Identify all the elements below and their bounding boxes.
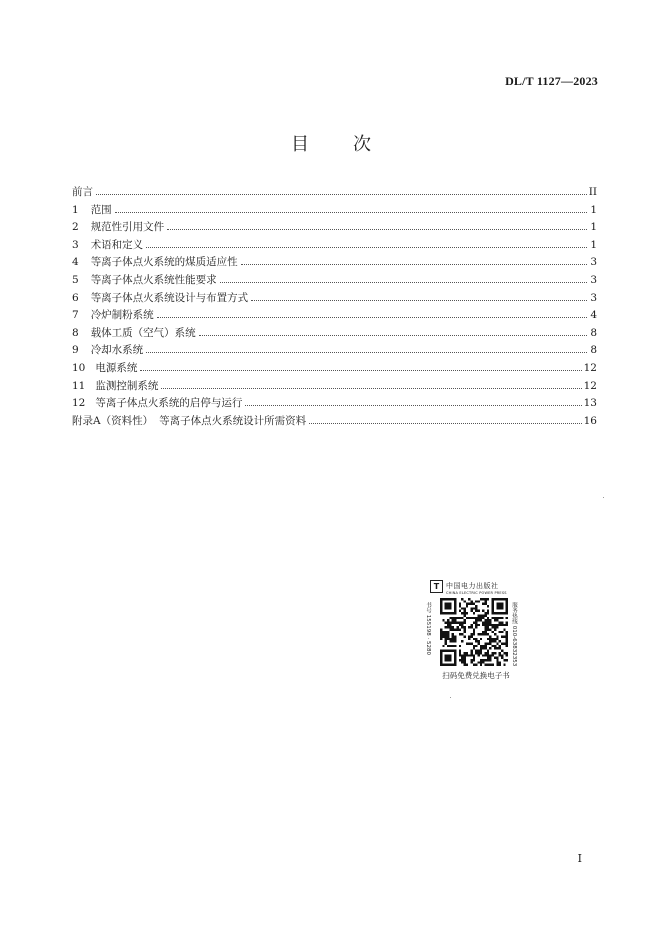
qr-promo (425, 578, 520, 681)
toc-entry-number: 7 (72, 309, 79, 322)
toc-entry[interactable] (72, 290, 597, 308)
toc-entry-label: 冷炉制粉系统 (90, 309, 154, 322)
standard-code: DL/T 1127—2023 (505, 74, 598, 88)
scan-speck (603, 497, 604, 498)
toc-entry-page: 3 (590, 273, 597, 286)
toc-entry[interactable] (72, 184, 597, 202)
toc-leader-dots (115, 212, 587, 213)
toc-entry-label: 等离子体点火系统设计所需资料 (159, 414, 307, 427)
title-char-2: 次 (353, 134, 371, 155)
toc-entry-number: 2 (72, 221, 79, 234)
toc-entry-page: 12 (583, 379, 597, 392)
toc-entry[interactable] (72, 413, 597, 431)
toc-leader-dots (245, 405, 581, 406)
toc-entry-title (72, 184, 93, 202)
toc-entry-page: 12 (583, 361, 597, 374)
toc-entry-title (72, 237, 143, 255)
service-hotline: 服务热线 010-63832353 (511, 602, 517, 667)
publisher-name: 中国电力出版社 (446, 582, 499, 590)
toc-entry-page: 8 (590, 326, 597, 339)
toc-leader-dots (146, 247, 587, 248)
toc-entry-number: 10 (72, 361, 86, 374)
toc-entry-title (72, 395, 242, 413)
toc-entry-label: 术语和定义 (90, 238, 144, 251)
isbn-text: 书号 155198 · 5280 (425, 602, 431, 655)
toc-leader-dots (220, 282, 587, 283)
toc-leader-dots (96, 194, 587, 195)
toc-entry-number: 9 (72, 344, 79, 357)
toc-entry-title (72, 272, 217, 290)
scan-speck (450, 697, 451, 698)
page-number: I (577, 852, 582, 865)
toc-entry-page: 3 (590, 291, 597, 304)
toc-entry-title (72, 378, 158, 396)
toc-entry-label: 电源系统 (95, 361, 138, 374)
toc-entry[interactable] (72, 307, 597, 325)
toc-entry-title (72, 307, 154, 325)
toc-entry-number: 8 (72, 326, 79, 339)
toc-entry-title (72, 342, 143, 360)
publisher-header (430, 578, 520, 594)
toc-leader-dots (146, 352, 587, 353)
qr-code-icon[interactable] (440, 598, 508, 666)
toc-entry-page: 1 (590, 221, 597, 234)
toc-entry-number: 5 (72, 273, 79, 286)
toc-entry-page: 3 (590, 256, 597, 269)
toc-entry-number: 12 (72, 397, 86, 410)
qr-area (425, 598, 520, 674)
toc-leader-dots (161, 388, 581, 389)
toc-entry-page: 1 (590, 203, 597, 216)
toc-entry-label: 监测控制系统 (95, 379, 159, 392)
toc-leader-dots (167, 229, 587, 230)
toc-entry-page: II (588, 186, 597, 198)
qr-caption: 扫码免费兑换电子书 (442, 671, 510, 680)
toc-entry-label: 等离子体点火系统的启停与运行 (95, 397, 243, 410)
page-title (0, 130, 662, 156)
toc-entry-number: 4 (72, 256, 79, 269)
toc-entry[interactable] (72, 219, 597, 237)
toc-leader-dots (241, 264, 587, 265)
toc-entry-number: 1 (72, 203, 79, 216)
toc-entry[interactable] (72, 237, 597, 255)
toc-entry-label: 等离子体点火系统性能要求 (90, 273, 217, 286)
toc-leader-dots (251, 300, 587, 301)
toc-entry[interactable] (72, 342, 597, 360)
toc-entry-label: 范围 (90, 203, 112, 216)
toc-entry-title (72, 202, 112, 220)
toc-entry-title (72, 219, 164, 237)
toc-entry-label: 等离子体点火系统的煤质适应性 (90, 256, 238, 269)
toc-entry[interactable] (72, 395, 597, 413)
toc-entry-page: 1 (590, 238, 597, 251)
publisher-name-en: CHINA ELECTRIC POWER PRESS (446, 591, 507, 595)
toc-entry-label: 载体工质（空气）系统 (90, 326, 196, 339)
toc-leader-dots (157, 317, 587, 318)
toc-entry-number: 6 (72, 291, 79, 304)
toc-entry-label: 等离子体点火系统设计与布置方式 (90, 291, 249, 304)
toc-leader-dots (140, 370, 581, 371)
toc-entry-number: 11 (72, 379, 86, 392)
table-of-contents (72, 184, 597, 430)
toc-entry-title (72, 290, 248, 308)
toc-entry[interactable] (72, 325, 597, 343)
publisher-logo-icon: T (430, 580, 443, 593)
toc-entry[interactable] (72, 378, 597, 396)
toc-entry[interactable] (72, 254, 597, 272)
toc-entry-title (72, 325, 196, 343)
toc-entry-number: 3 (72, 238, 79, 251)
toc-entry-title (72, 360, 137, 378)
toc-entry-title (72, 254, 238, 272)
toc-entry[interactable] (72, 202, 597, 220)
toc-entry-page: 16 (583, 414, 597, 427)
toc-entry-label: 前言 (72, 186, 93, 198)
toc-leader-dots (309, 423, 582, 424)
toc-leader-dots (199, 335, 587, 336)
toc-entry-page: 4 (590, 309, 597, 322)
toc-entry[interactable] (72, 272, 597, 290)
toc-entry-title (72, 413, 306, 431)
toc-entry-label: 规范性引用文件 (90, 221, 165, 234)
toc-entry-number: 附录A（资料性） (72, 414, 154, 427)
toc-entry-label: 冷却水系统 (90, 344, 144, 357)
toc-entry-page: 8 (590, 344, 597, 357)
toc-entry[interactable] (72, 360, 597, 378)
title-char-1: 目 (291, 134, 309, 155)
toc-entry-page: 13 (583, 397, 597, 410)
